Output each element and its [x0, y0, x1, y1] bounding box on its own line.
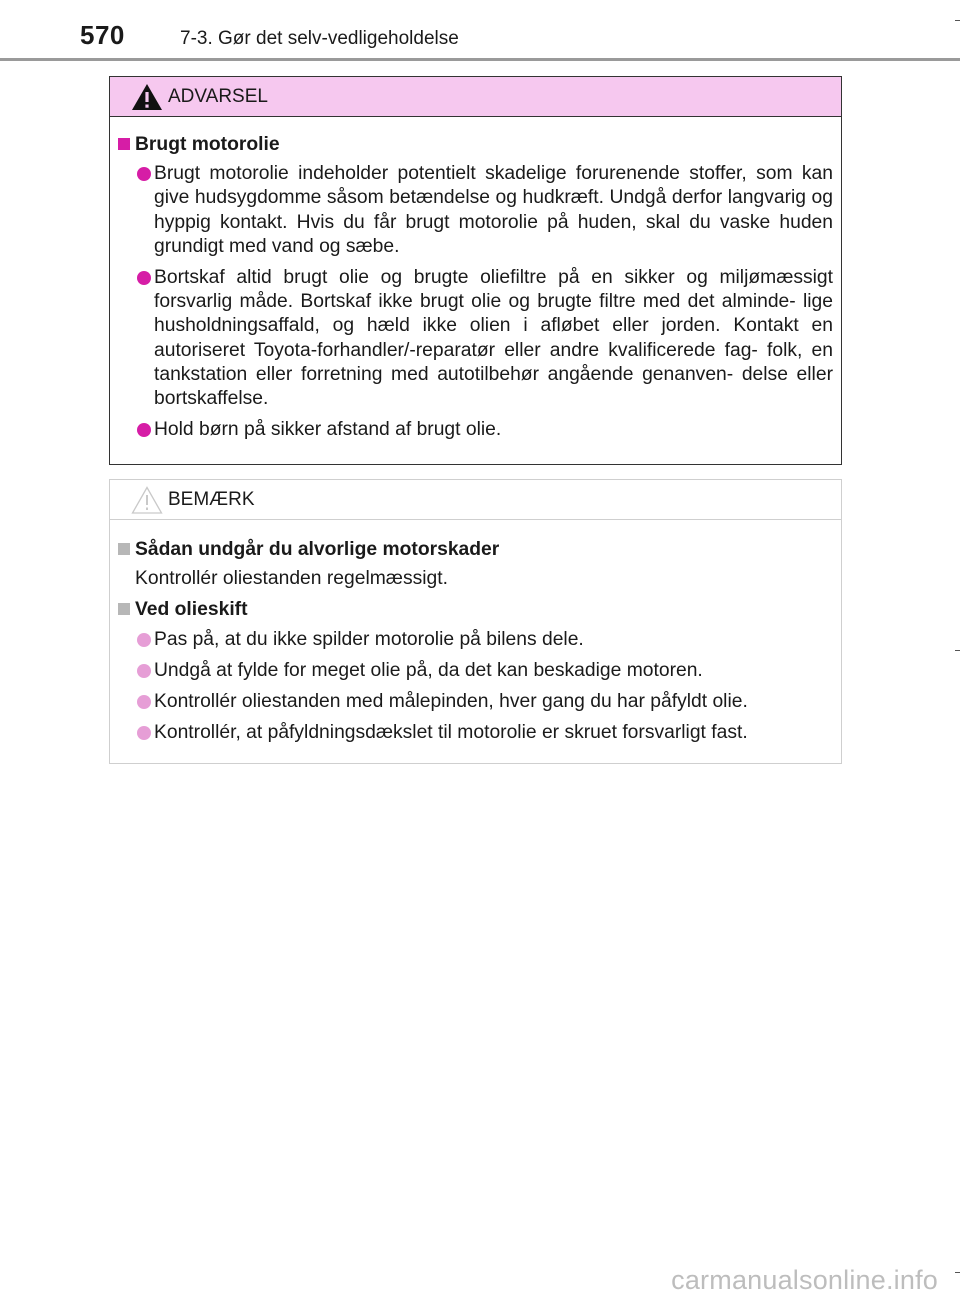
bullet-dot-icon	[137, 423, 151, 437]
warning-box	[109, 76, 842, 465]
paragraph: Kontrollér oliestanden regelmæssigt.	[135, 568, 448, 590]
list-item-text: Hold børn på sikker afstand af brugt olie.	[154, 419, 502, 441]
crop-mark	[955, 20, 960, 21]
list-item	[110, 659, 833, 683]
square-marker-icon	[118, 603, 130, 615]
list-item-text: Undgå at fylde for meget olie på, da det kan beskadige motoren.	[154, 659, 703, 681]
notice-box-header	[110, 480, 841, 520]
warning-box-body	[110, 117, 841, 442]
warning-box-header	[110, 77, 841, 117]
list-item-text: Kontrollér, at påfyldningsdækslet til motorolie er skruet forsvarligt fast.	[154, 722, 748, 744]
bullet-dot-icon	[137, 271, 151, 285]
list-item	[110, 628, 833, 652]
list-item	[110, 721, 833, 745]
square-marker-icon	[118, 543, 130, 555]
section-title: 7-3. Gør det selv-vedligeholdelse	[180, 28, 459, 49]
list-item-text: Pas på, at du ikke spilder motorolie på bilens dele.	[154, 628, 584, 650]
list-item	[110, 690, 833, 714]
notice-box	[109, 479, 842, 764]
warning-label: ADVARSEL	[168, 86, 268, 107]
list-item	[110, 418, 833, 442]
warning-triangle-icon	[130, 82, 164, 112]
section-heading	[110, 538, 833, 562]
heading-text: Ved olieskift	[135, 599, 248, 621]
section-heading	[110, 598, 833, 622]
bullet-dot-icon	[137, 167, 151, 181]
bullet-dot-icon	[137, 664, 151, 678]
section-heading	[110, 133, 833, 157]
bullet-dot-icon	[137, 726, 151, 740]
page-header	[0, 0, 960, 62]
list-item-text: Brugt motorolie indeholder potentielt skadelige forurenende stoffer, som kan give hudsygdomme såsom betændelse og hudkræft. Undgå derfor langvarig og hyppig kontakt. Hvis du får brugt motorolie på huden, skal du vaske huden grundigt med vand og sæbe.	[154, 163, 833, 257]
square-marker-icon	[118, 138, 130, 150]
list-item	[110, 266, 833, 411]
list-item-text: Bortskaf altid brugt olie og brugte oliefiltre på en sikker og miljømæssigt forsvarlig måde. Bortskaf ikke brugt olie og brugte filtre med det alminde- lige husholdningsaffald, og hæld ikke olien i afløbet eller jorden. Kontakt en autoriseret Toyota-forhandler/-reparatør eller andre kvalificerede fag- folk, en tankstation eller forretning med autotilbehør angående genanven- delse eller bortskaffelse.	[154, 267, 833, 410]
heading-text: Brugt motorolie	[135, 134, 280, 155]
list-item	[110, 162, 833, 259]
page-number: 570	[80, 20, 125, 50]
watermark: carmanualsonline.info	[671, 1265, 938, 1295]
crop-mark	[955, 650, 960, 651]
list-item-text: Kontrollér oliestanden med målepinden, hver gang du har påfyldt olie.	[154, 691, 748, 713]
header-rule	[0, 58, 960, 61]
crop-mark	[955, 1272, 960, 1273]
bullet-dot-icon	[137, 695, 151, 709]
notice-label: BEMÆRK	[168, 489, 255, 510]
heading-text: Sådan undgår du alvorlige motorskader	[135, 539, 500, 560]
notice-box-body	[110, 520, 841, 745]
caution-triangle-outline-icon	[130, 485, 164, 515]
bullet-dot-icon	[137, 633, 151, 647]
